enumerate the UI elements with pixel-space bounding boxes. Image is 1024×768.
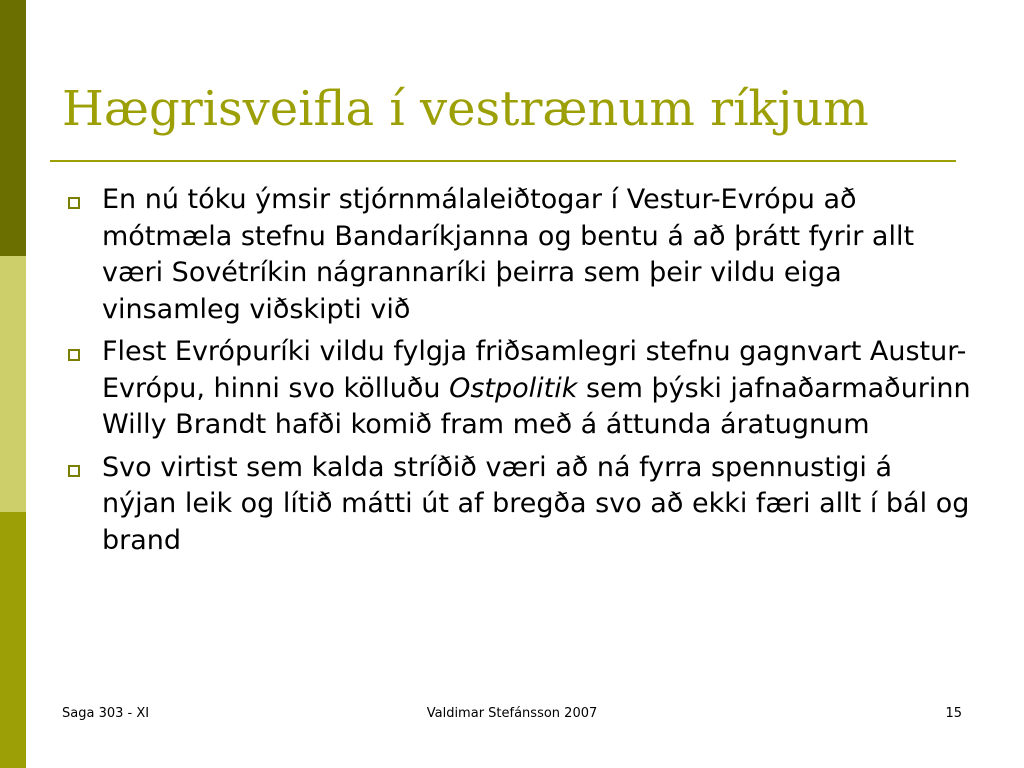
bullet-text-2-start: Flest Evrópuríki vildu fylgja friðsamlegri stefnu gagnvart Austur-Evrópu, hinni svo kölluðu — [102, 336, 967, 404]
sidebar-band-top — [0, 0, 26, 256]
sidebar-band-bottom — [0, 512, 26, 768]
bullet-item-1 — [62, 182, 972, 328]
slide-title: Hægrisveifla í vestrænum ríkjum — [62, 81, 869, 137]
bullet-item-3 — [62, 450, 972, 560]
hollow-square-bullet-icon — [68, 465, 80, 477]
hollow-square-bullet-icon — [68, 197, 80, 209]
bullet-text-2 — [102, 334, 972, 444]
footer-author: Valdimar Stefánsson 2007 — [426, 706, 598, 721]
bullet-list — [62, 182, 972, 565]
bullet-text-2-italic-term: Ostpolitik — [449, 372, 578, 404]
footer-slide-number: 15 — [945, 706, 962, 721]
bullet-text-3: Svo virtist sem kalda stríðið væri að ná fyrra spennustigi á nýjan leik og lítið mátti út af bregða svo að ekki færi allt í bál og brand — [102, 451, 970, 556]
bullet-text-2-end: sem þýski jafnaðarmaðurinn Willy Brandt hafði komið fram með á áttunda áratugnum — [102, 372, 971, 440]
decorative-sidebar — [0, 0, 26, 768]
bullet-item-2 — [62, 334, 972, 444]
sidebar-band-middle — [0, 256, 26, 512]
footer-course-label: Saga 303 - XI — [62, 706, 150, 721]
title-underline-rule — [50, 160, 956, 162]
hollow-square-bullet-icon — [68, 349, 80, 361]
bullet-text-1: En nú tóku ýmsir stjórnmálaleiðtogar í Vestur-Evrópu að mótmæla stefnu Bandaríkjanna og bentu á að þrátt fyrir allt væri Sovétríkin nágrannaríki þeirra sem þeir vildu eiga vinsamleg viðskipti við — [102, 184, 915, 325]
